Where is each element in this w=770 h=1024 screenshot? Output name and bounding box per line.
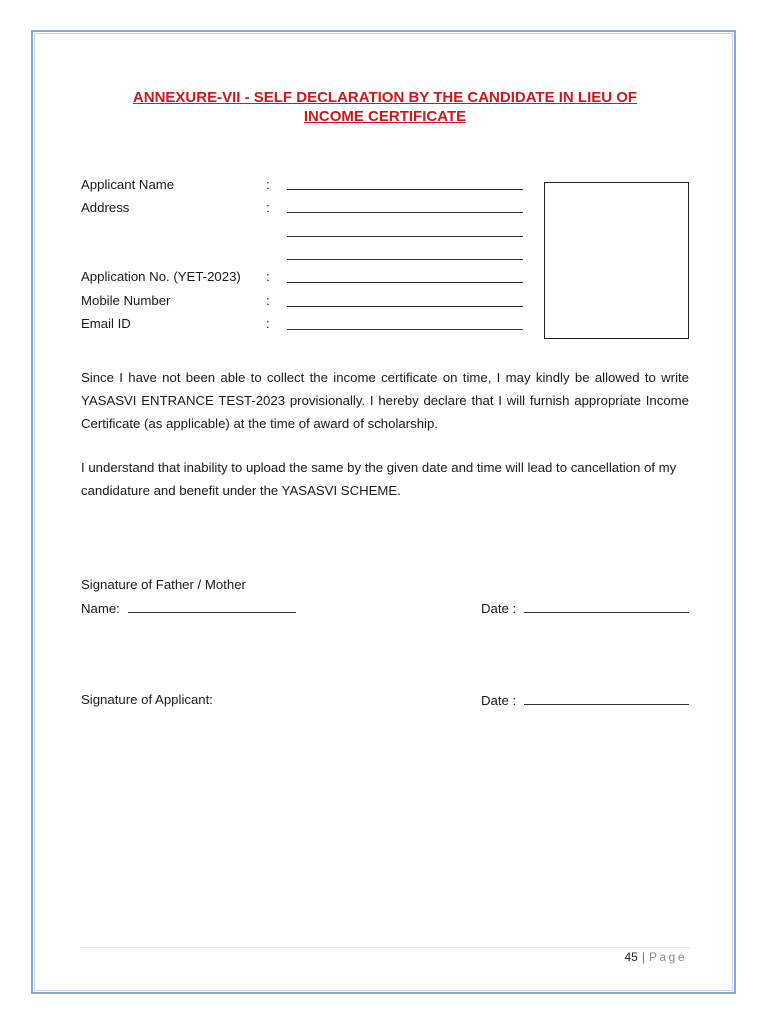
parent-name-row <box>81 600 296 617</box>
footer-separator: | <box>641 950 645 964</box>
application-no-field[interactable] <box>287 282 523 283</box>
footer-divider <box>81 947 690 948</box>
applicant-date-field[interactable] <box>524 692 689 705</box>
document-title-line-1: ANNEXURE-VII - SELF DECLARATION BY THE CANDIDATE IN LIEU OF <box>132 89 638 106</box>
parent-name-label: Name: <box>81 601 120 616</box>
application-no-colon: : <box>266 269 270 284</box>
page-word: Page <box>648 950 687 964</box>
parent-date-row <box>481 600 689 617</box>
applicant-date-label: Date : <box>481 693 517 708</box>
photo-box <box>544 182 689 339</box>
email-id-field[interactable] <box>287 329 523 330</box>
parent-date-label: Date : <box>481 601 517 616</box>
address-field-line-3[interactable] <box>287 259 523 260</box>
applicant-date-row <box>481 692 689 709</box>
parent-date-field[interactable] <box>524 600 689 613</box>
email-id-label: Email ID <box>81 316 131 331</box>
applicant-signature-label: Signature of Applicant: <box>81 692 213 707</box>
address-label: Address <box>81 200 130 215</box>
father-signature-label: Signature of Father / Mother <box>81 577 246 592</box>
mobile-number-label: Mobile Number <box>81 293 171 308</box>
email-id-colon: : <box>266 316 270 331</box>
address-field-line-1[interactable] <box>287 212 523 213</box>
address-colon: : <box>266 200 270 215</box>
mobile-number-colon: : <box>266 293 270 308</box>
declaration-paragraph-1: Since I have not been able to collect the income certificate on time, I may kindly be allowed to write YASASVI ENTRANCE TEST-2023 provisionally. I hereby declare that I will furnish appropriate Income Certificate (as applicable) at the time of award of scholarship. <box>81 370 689 431</box>
applicant-name-colon: : <box>266 177 270 192</box>
applicant-name-field[interactable] <box>287 189 523 190</box>
applicant-name-label: Applicant Name <box>81 177 175 192</box>
address-field-line-2[interactable] <box>287 236 523 237</box>
page-footer <box>624 950 687 964</box>
document-title-line-2: INCOME CERTIFICATE <box>303 108 467 125</box>
declaration-paragraph-2: I understand that inability to upload the same by the given date and time will lead to cancellation of my candidature and benefit under the YASASVI SCHEME. <box>81 460 677 498</box>
mobile-number-field[interactable] <box>287 306 523 307</box>
application-no-label: Application No. (YET-2023) <box>81 269 241 284</box>
page-number: 45 <box>624 950 638 964</box>
parent-name-field[interactable] <box>128 600 296 613</box>
